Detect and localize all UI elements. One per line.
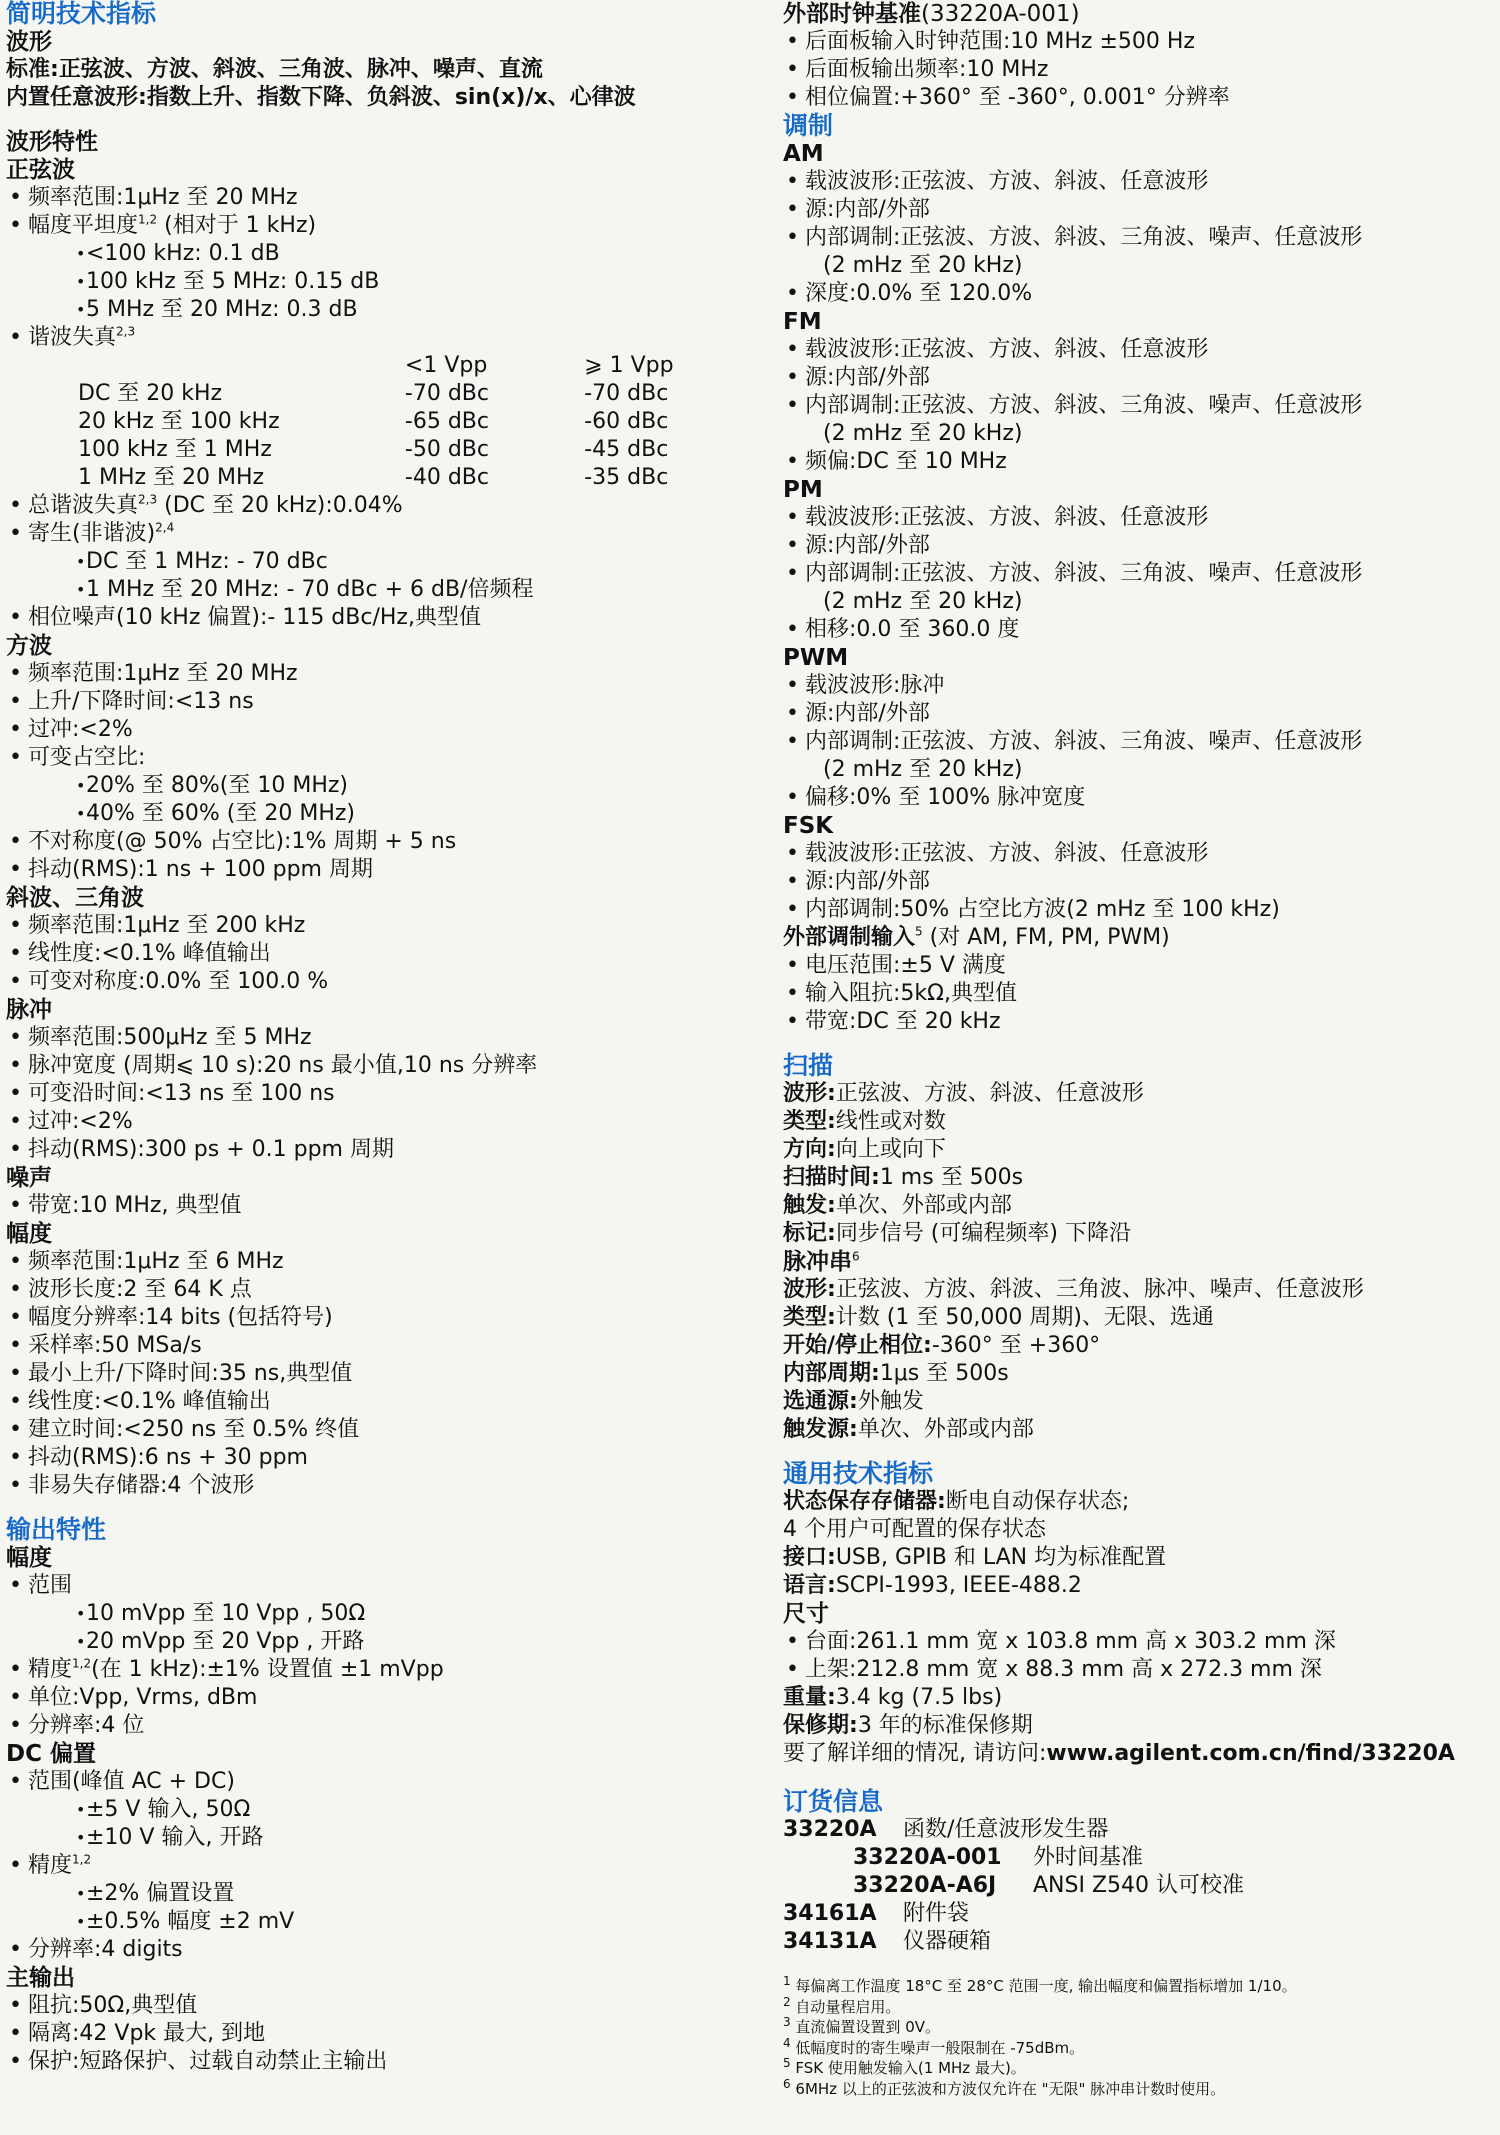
list-item: • 总谐波失真$^{2,3}$ (DC 至 20 kHz):0.04% (6, 492, 771, 520)
list-item: • 脉冲宽度 (周期⩽ 10 s):20 ns 最小值,10 ns 分辨率 (6, 1052, 771, 1080)
heading-output-amplitude: 幅度 (6, 1545, 52, 1571)
list-item: • 源:内部/外部 (783, 196, 1498, 224)
heading-main-output: 主输出 (6, 1965, 75, 1991)
list-item: • 载波波形:正弦波、方波、斜波、任意波形 (783, 840, 1498, 868)
footnote: $^3$ 直流偏置设置到 0V。 (783, 2015, 940, 2036)
heading-fm: FM (783, 309, 822, 335)
heading-pm: PM (783, 477, 823, 503)
list-subitem: • ±10 V 输入, 开路 (6, 1824, 771, 1852)
general-state: 状态保存存储器:断电自动保存状态; (783, 1489, 1130, 1514)
list-item: • 精度$^{1,2}$ (6, 1852, 771, 1880)
list-item: • 隔离:42 Vpk 最大, 到地 (6, 2020, 771, 2048)
list-item-continuation: (2 mHz 至 20 kHz) (823, 589, 1023, 614)
list-item: • 载波波形:正弦波、方波、斜波、任意波形 (783, 336, 1498, 364)
heading-burst: 脉冲串$^6$ (783, 1249, 860, 1275)
list-item: • 采样率:50 MSa/s (6, 1332, 771, 1360)
footnote: $^6$ 6MHz 以上的正弦波和方波仅允许在 "无限" 脉冲串计数时使用。 (783, 2076, 1226, 2098)
burst-row: 触发源:单次、外部或内部 (783, 1417, 1034, 1442)
list-subitem: • ±5 V 输入, 50Ω (6, 1796, 771, 1824)
table-row: 1 MHz 至 20 MHz -40 dBc -35 dBc (78, 465, 669, 490)
list-item: • 线性度:<0.1% 峰值输出 (6, 1388, 771, 1416)
list-item: • 可变占空比: (6, 744, 771, 772)
general-warranty: 保修期:3 年的标准保修期 (783, 1713, 1033, 1738)
list-item: • 内部调制:正弦波、方波、斜波、三角波、噪声、任意波形 (783, 392, 1498, 420)
footnote: $^1$ 每偏离工作温度 18°C 至 28°C 范围一度, 输出幅度和偏置指标增加 1/10。 (783, 1974, 1297, 1995)
list-item: • 后面板输出频率:10 MHz (783, 56, 1498, 84)
footnote: $^4$ 低幅度时的寄生噪声一般限制在 -75dBm。 (783, 2035, 1085, 2057)
heading-am: AM (783, 141, 824, 167)
list-item: • 深度:0.0% 至 120.0% (783, 280, 1498, 308)
burst-row: 内部周期:1μs 至 500s (783, 1361, 1009, 1386)
order-item: 33220A-A6J ANSI Z540 认可校准 (853, 1873, 1245, 1898)
list-item: • 频率范围:1μHz 至 20 MHz (6, 184, 771, 212)
left-column (6, 0, 771, 2076)
list-item: • 台面:261.1 mm 宽 x 103.8 mm 高 x 303.2 mm 深 (783, 1628, 1498, 1656)
heading-ramp: 斜波、三角波 (6, 885, 144, 911)
list-item: • 上升/下降时间:<13 ns (6, 688, 771, 716)
heading-dimensions: 尺寸 (783, 1601, 829, 1627)
sweep-row: 扫描时间:1 ms 至 500s (783, 1165, 1024, 1190)
list-item: • 带宽:DC 至 20 kHz (783, 1008, 1498, 1036)
list-subitem: • 10 mVpp 至 10 Vpp , 50Ω (6, 1600, 771, 1628)
list-item: • 源:内部/外部 (783, 700, 1498, 728)
list-item: • 上架:212.8 mm 宽 x 88.3 mm 高 x 272.3 mm 深 (783, 1656, 1498, 1684)
list-item: • 抖动(RMS):6 ns + 30 ppm (6, 1444, 771, 1472)
burst-row: 类型:计数 (1 至 50,000 周期)、无限、选通 (783, 1305, 1214, 1330)
list-subitem: • 1 MHz 至 20 MHz: - 70 dBc + 6 dB/倍频程 (6, 576, 771, 604)
list-item: • 非易失存储器:4 个波形 (6, 1472, 771, 1500)
general-weight: 重量:3.4 kg (7.5 lbs) (783, 1685, 1003, 1710)
order-item: 33220A-001 外时间基准 (853, 1845, 1144, 1870)
list-item: • 阻抗:50Ω,典型值 (6, 1992, 771, 2020)
general-state-cont: 4 个用户可配置的保存状态 (783, 1517, 1046, 1542)
list-item: • 内部调制:正弦波、方波、斜波、三角波、噪声、任意波形 (783, 560, 1498, 588)
list-item: • 相位噪声(10 kHz 偏置):- 115 dBc/Hz,典型值 (6, 604, 771, 632)
heading-noise: 噪声 (6, 1165, 52, 1191)
list-item: • 寄生(非谐波)$^{2,4}$ (6, 520, 771, 548)
sweep-row: 方向:向上或向下 (783, 1137, 946, 1162)
section-title-sweep: 扫描 (783, 1051, 834, 1080)
right-column (783, 0, 1498, 2099)
list-item: • 带宽:10 MHz, 典型值 (6, 1192, 771, 1220)
burst-row: 选通源:外触发 (783, 1389, 924, 1414)
list-item: • 载波波形:脉冲 (783, 672, 1498, 700)
heading-fsk: FSK (783, 813, 834, 839)
list-item: • 不对称度(@ 50% 占空比):1% 周期 + 5 ns (6, 828, 771, 856)
list-item: • 源:内部/外部 (783, 868, 1498, 896)
list-subitem: • ±2% 偏置设置 (6, 1880, 771, 1908)
standard-waveforms: 标准:正弦波、方波、斜波、三角波、脉冲、噪声、直流 (6, 57, 543, 82)
heading-square: 方波 (6, 633, 52, 659)
list-item: • 范围 (6, 1572, 771, 1600)
sweep-row: 类型:线性或对数 (783, 1109, 946, 1134)
heading-ext-mod-input: 外部调制输入$^5$ (对 AM, FM, PM, PWM) (783, 924, 1170, 950)
list-item: • 抖动(RMS):300 ps + 0.1 ppm 周期 (6, 1136, 771, 1164)
heading-wave-characteristics: 波形特性 (6, 129, 98, 155)
list-item: • 幅度分辨率:14 bits (包括符号) (6, 1304, 771, 1332)
list-item: • 偏移:0% 至 100% 脉冲宽度 (783, 784, 1498, 812)
sweep-row: 触发:单次、外部或内部 (783, 1193, 1012, 1218)
list-item: • 内部调制:正弦波、方波、斜波、三角波、噪声、任意波形 (783, 728, 1498, 756)
list-item: • 分辨率:4 位 (6, 1712, 771, 1740)
heading-dc-offset: DC 偏置 (6, 1741, 96, 1767)
list-item: • 波形长度:2 至 64 K 点 (6, 1276, 771, 1304)
order-item: 34161A 附件袋 (783, 1901, 970, 1926)
burst-row: 波形:正弦波、方波、斜波、三角波、脉冲、噪声、任意波形 (783, 1277, 1364, 1302)
list-item: • 单位:Vpp, Vrms, dBm (6, 1684, 771, 1712)
heading-pulse: 脉冲 (6, 997, 52, 1023)
list-item: • 相位偏置:+360° 至 -360°, 0.001° 分辨率 (783, 84, 1498, 112)
footnote: $^2$ 自动量程启用。 (783, 1994, 901, 2016)
order-item: 33220A 函数/任意波形发生器 (783, 1817, 1109, 1842)
list-item: • 分辨率:4 digits (6, 1936, 771, 1964)
list-item: • 范围(峰值 AC + DC) (6, 1768, 771, 1796)
list-item: • 载波波形:正弦波、方波、斜波、任意波形 (783, 168, 1498, 196)
list-item: • 相移:0.0 至 360.0 度 (783, 616, 1498, 644)
list-item: • 谐波失真$^{2,3}$ (6, 324, 771, 352)
list-subitem: • 20 mVpp 至 20 Vpp , 开路 (6, 1628, 771, 1656)
table-row: 20 kHz 至 100 kHz -65 dBc -60 dBc (78, 409, 669, 434)
list-item: • 后面板输入时钟范围:10 MHz ±500 Hz (783, 28, 1498, 56)
list-item-continuation: (2 mHz 至 20 kHz) (823, 421, 1023, 446)
table-row: 100 kHz 至 1 MHz -50 dBc -45 dBc (78, 437, 669, 462)
heading-waveforms: 波形 (6, 29, 52, 55)
list-item: • 可变沿时间:<13 ns 至 100 ns (6, 1080, 771, 1108)
list-item: • 载波波形:正弦波、方波、斜波、任意波形 (783, 504, 1498, 532)
arb-waveforms: 内置任意波形:指数上升、指数下降、负斜波、sin(x)/x、心律波 (6, 85, 636, 110)
general-more-info: 要了解详细的情况, 请访问:www.agilent.com.cn/find/33220A (783, 1741, 1455, 1766)
footnote: $^5$ FSK 使用触发输入(1 MHz 最大)。 (783, 2056, 1026, 2077)
harmonic-table-header: <1 Vpp ⩾ 1 Vpp (404, 353, 674, 378)
section-title-summary: 简明技术指标 (6, 0, 157, 28)
section-title-output: 输出特性 (6, 1515, 107, 1544)
list-item: • 频偏:DC 至 10 MHz (783, 448, 1498, 476)
heading-sine: 正弦波 (6, 157, 75, 183)
list-item: • 最小上升/下降时间:35 ns,典型值 (6, 1360, 771, 1388)
section-title-general: 通用技术指标 (783, 1459, 934, 1488)
list-subitem: • DC 至 1 MHz: - 70 dBc (6, 548, 771, 576)
heading-pwm: PWM (783, 645, 849, 671)
list-item: • 频率范围:1μHz 至 20 MHz (6, 660, 771, 688)
list-item: • 输入阻抗:5kΩ,典型值 (783, 980, 1498, 1008)
list-subitem: • <100 kHz: 0.1 dB (6, 240, 771, 268)
list-item-continuation: (2 mHz 至 20 kHz) (823, 757, 1023, 782)
website-link[interactable]: www.agilent.com.cn/find/33220A (1046, 1741, 1455, 1766)
list-subitem: • 40% 至 60% (至 20 MHz) (6, 800, 771, 828)
list-item: • 建立时间:<250 ns 至 0.5% 终值 (6, 1416, 771, 1444)
section-title-modulation: 调制 (783, 111, 834, 140)
list-item-continuation: (2 mHz 至 20 kHz) (823, 253, 1023, 278)
list-item: • 内部调制:正弦波、方波、斜波、三角波、噪声、任意波形 (783, 224, 1498, 252)
general-interface: 接口:USB, GPIB 和 LAN 均为标准配置 (783, 1545, 1167, 1570)
list-item: • 线性度:<0.1% 峰值输出 (6, 940, 771, 968)
list-subitem: • 5 MHz 至 20 MHz: 0.3 dB (6, 296, 771, 324)
list-item: • 源:内部/外部 (783, 532, 1498, 560)
list-subitem: • 20% 至 80%(至 10 MHz) (6, 772, 771, 800)
list-item: • 频率范围:1μHz 至 6 MHz (6, 1248, 771, 1276)
list-item: • 电压范围:±5 V 满度 (783, 952, 1498, 980)
list-item: • 精度$^{1,2}$(在 1 kHz):±1% 设置值 ±1 mVpp (6, 1656, 771, 1684)
sweep-row: 波形:正弦波、方波、斜波、任意波形 (783, 1081, 1144, 1106)
list-item: • 源:内部/外部 (783, 364, 1498, 392)
general-language: 语言:SCPI-1993, IEEE-488.2 (783, 1573, 1082, 1598)
list-subitem: • 100 kHz 至 5 MHz: 0.15 dB (6, 268, 771, 296)
list-item: • 幅度平坦度$^{1,2}$ (相对于 1 kHz) (6, 212, 771, 240)
list-item: • 可变对称度:0.0% 至 100.0 % (6, 968, 771, 996)
list-item: • 保护:短路保护、过载自动禁止主输出 (6, 2048, 771, 2076)
list-item: • 过冲:<2% (6, 716, 771, 744)
table-row: DC 至 20 kHz -70 dBc -70 dBc (78, 381, 669, 406)
list-item: • 频率范围:1μHz 至 200 kHz (6, 912, 771, 940)
list-item: • 过冲:<2% (6, 1108, 771, 1136)
heading-ext-clock: 外部时钟基准(33220A-001) (783, 1, 1080, 27)
section-title-ordering: 订货信息 (783, 1787, 884, 1816)
list-subitem: • ±0.5% 幅度 ±2 mV (6, 1908, 771, 1936)
list-item: • 频率范围:500μHz 至 5 MHz (6, 1024, 771, 1052)
sweep-row: 标记:同步信号 (可编程频率) 下降沿 (783, 1221, 1131, 1246)
order-item: 34131A 仪器硬箱 (783, 1929, 992, 1954)
list-item: • 内部调制:50% 占空比方波(2 mHz 至 100 kHz) (783, 896, 1498, 924)
heading-arb-amplitude: 幅度 (6, 1221, 52, 1247)
list-item: • 抖动(RMS):1 ns + 100 ppm 周期 (6, 856, 771, 884)
burst-row: 开始/停止相位:-360° 至 +360° (783, 1333, 1101, 1358)
